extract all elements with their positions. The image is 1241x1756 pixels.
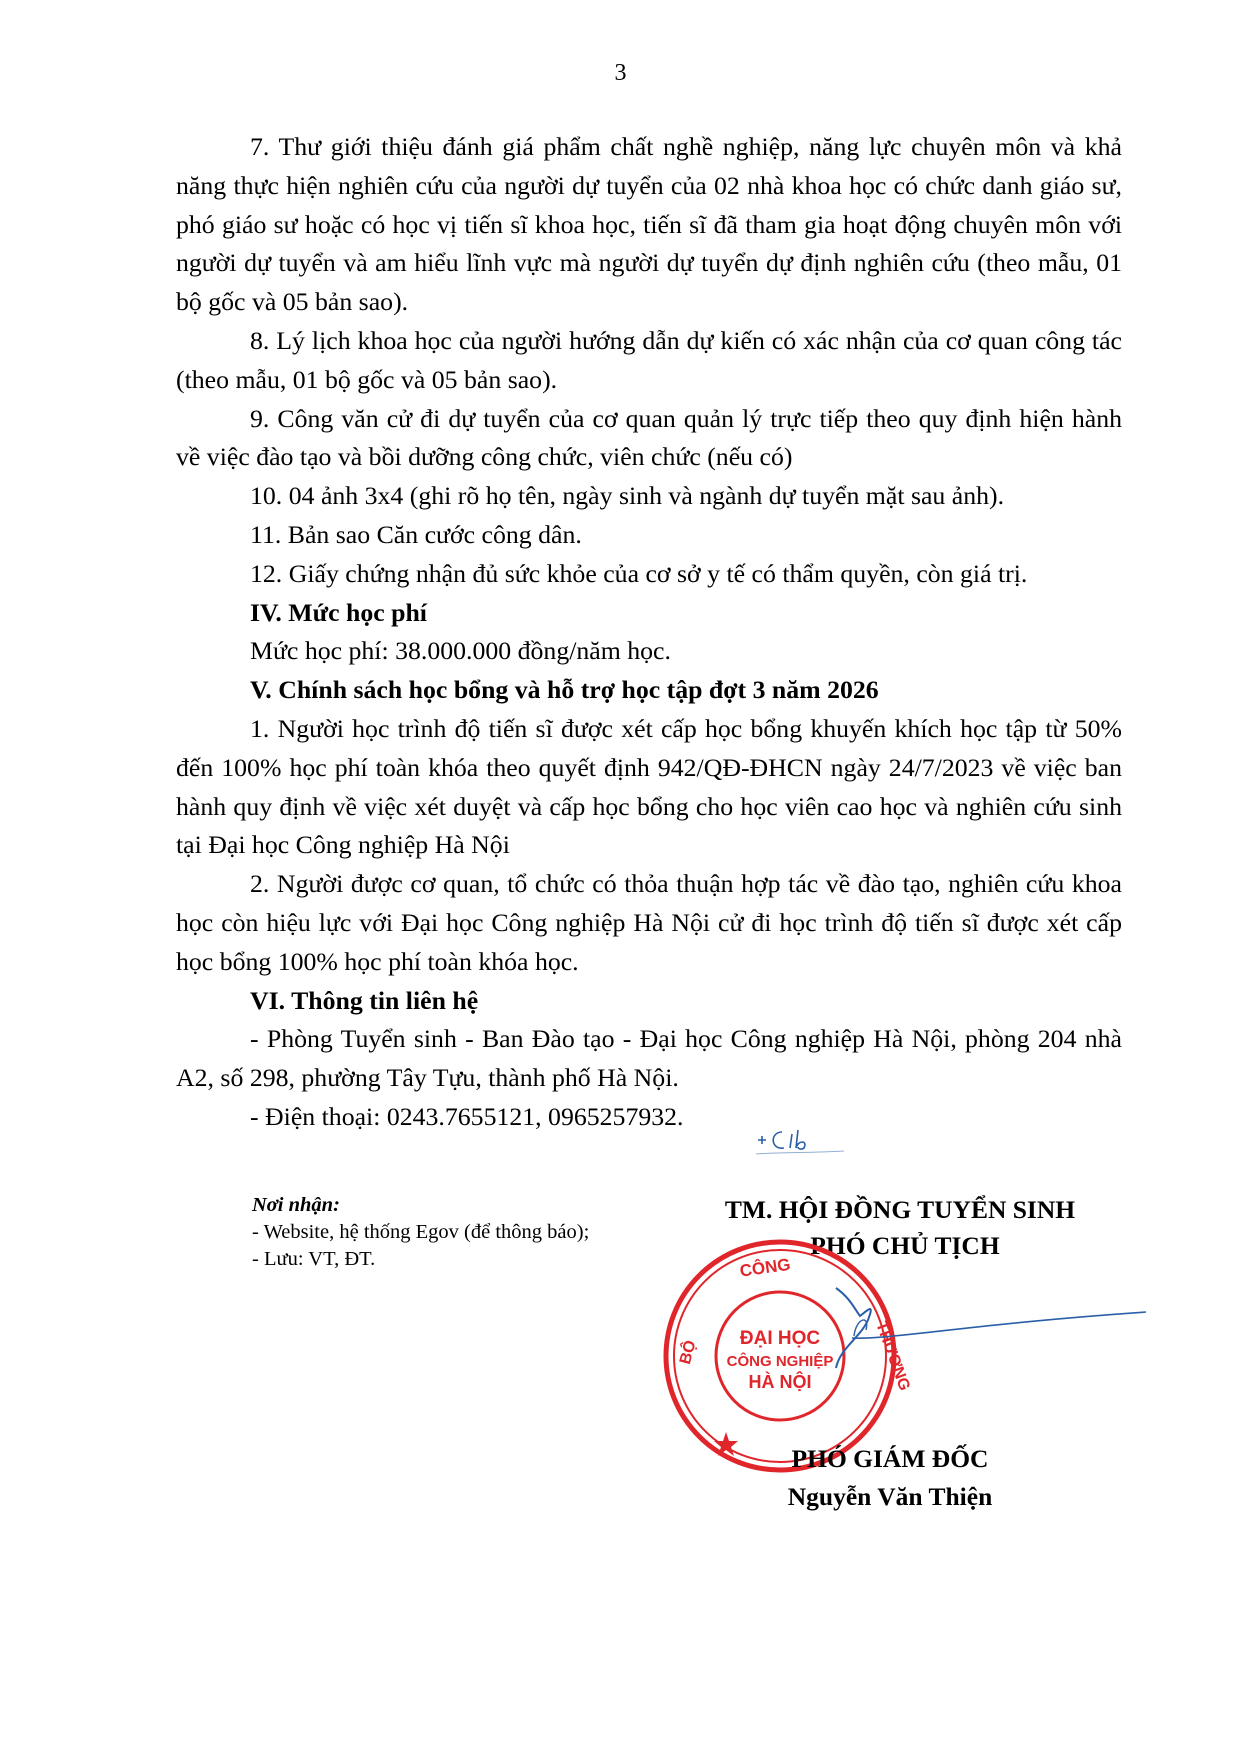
contact-address: - Phòng Tuyển sinh - Ban Đào tạo - Đại học Công nghiệp Hà Nội, phòng 204 nhà A2, số 298, phường Tây Tựu, thành phố Hà Nội. bbox=[176, 1024, 1122, 1093]
svg-text:CÔNG: CÔNG bbox=[738, 1254, 792, 1281]
handwritten-initials bbox=[752, 1122, 848, 1158]
svg-text:HÀ NỘI: HÀ NỘI bbox=[748, 1372, 812, 1392]
list-item-10: 10. 04 ảnh 3x4 (ghi rõ họ tên, ngày sinh và ngành dự tuyển mặt sau ảnh). bbox=[250, 481, 1005, 511]
signer-block bbox=[740, 1440, 1040, 1516]
recipients-title: Nơi nhận: bbox=[252, 1194, 340, 1216]
scholarship-item-2: 2. Người được cơ quan, tổ chức có thỏa thuận hợp tác về đào tạo, nghiên cứu khoa học còn hiệu lực với Đại học Công nghiệp Hà Nội cử đi học trình độ tiến sĩ được xét cấp học bổng 100% học phí toàn khóa học. bbox=[176, 869, 1122, 976]
list-item-8: 8. Lý lịch khoa học của người hướng dẫn dự kiến có xác nhận của cơ quan công tác (theo mẫu, 01 bộ gốc và 05 bản sao). bbox=[176, 325, 1122, 394]
list-item-9: 9. Công văn cử đi dự tuyển của cơ quan quản lý trực tiếp theo quy định hiện hành về việc đào tạo và bồi dưỡng công chức, viên chức (nếu có) bbox=[176, 403, 1122, 472]
section-v-heading: V. Chính sách học bổng và hỗ trợ học tập đợt 3 năm 2026 bbox=[250, 675, 879, 705]
list-item-12: 12. Giấy chứng nhận đủ sức khỏe của cơ sở y tế có thẩm quyền, còn giá trị. bbox=[250, 558, 1028, 588]
page-number: 3 bbox=[614, 60, 627, 86]
scholarship-item-1: 1. Người học trình độ tiến sĩ được xét cấp học bổng khuyến khích học tập từ 50% đến 100% học phí toàn khóa theo quyết định 942/QĐ-ĐHCN ngày 24/7/2023 về việc ban hành quy định về việc xét duyệt và cấp học bổng cho học viên cao học và nghiên cứu sinh tại Đại học Công nghiệp Hà Nội bbox=[176, 713, 1122, 860]
signer-name: Nguyễn Văn Thiện bbox=[787, 1482, 993, 1511]
svg-text:ĐẠI HỌC: ĐẠI HỌC bbox=[739, 1328, 821, 1349]
list-item-7: 7. Thư giới thiệu đánh giá phẩm chất nghề nghiệp, năng lực chuyên môn và khả năng thực hiện nghiên cứu của người dự tuyển của 02 nhà khoa học có chức danh giáo sư, phó giáo sư hoặc có học vị tiến sĩ khoa học, tiến sĩ đã tham gia hoạt động chuyên môn với người dự tuyển và am hiểu lĩnh vực mà người dự tuyển dự định nghiên cứu (theo mẫu, 01 bộ gốc và 05 bản sao). bbox=[176, 132, 1122, 317]
svg-text:THƯƠNG: THƯƠNG bbox=[872, 1319, 913, 1394]
vice-chair-title: PHÓ CHỦ TỊCH bbox=[810, 1231, 1000, 1260]
council-title: TM. HỘI ĐỒNG TUYỂN SINH bbox=[724, 1195, 1076, 1224]
section-iv-heading: IV. Mức học phí bbox=[250, 597, 427, 627]
recipient-line: - Website, hệ thống Egov (để thông báo); bbox=[252, 1221, 590, 1243]
signer-position: PHÓ GIÁM ĐỐC bbox=[791, 1444, 989, 1473]
document-body bbox=[176, 128, 1122, 1137]
section-vi-heading: VI. Thông tin liên hệ bbox=[250, 985, 479, 1015]
svg-text:BỘ: BỘ bbox=[676, 1338, 700, 1367]
handwritten-signature bbox=[830, 1278, 1150, 1398]
list-item-11: 11. Bản sao Căn cước công dân. bbox=[250, 519, 582, 549]
svg-text:CÔNG NGHIỆP: CÔNG NGHIỆP bbox=[726, 1353, 834, 1370]
tuition-fee-text: Mức học phí: 38.000.000 đồng/năm học. bbox=[250, 636, 671, 666]
recipient-line: - Lưu: VT, ĐT. bbox=[252, 1248, 376, 1270]
recipients-block bbox=[252, 1192, 692, 1273]
contact-phone: - Điện thoại: 0243.7655121, 0965257932. bbox=[250, 1101, 684, 1131]
